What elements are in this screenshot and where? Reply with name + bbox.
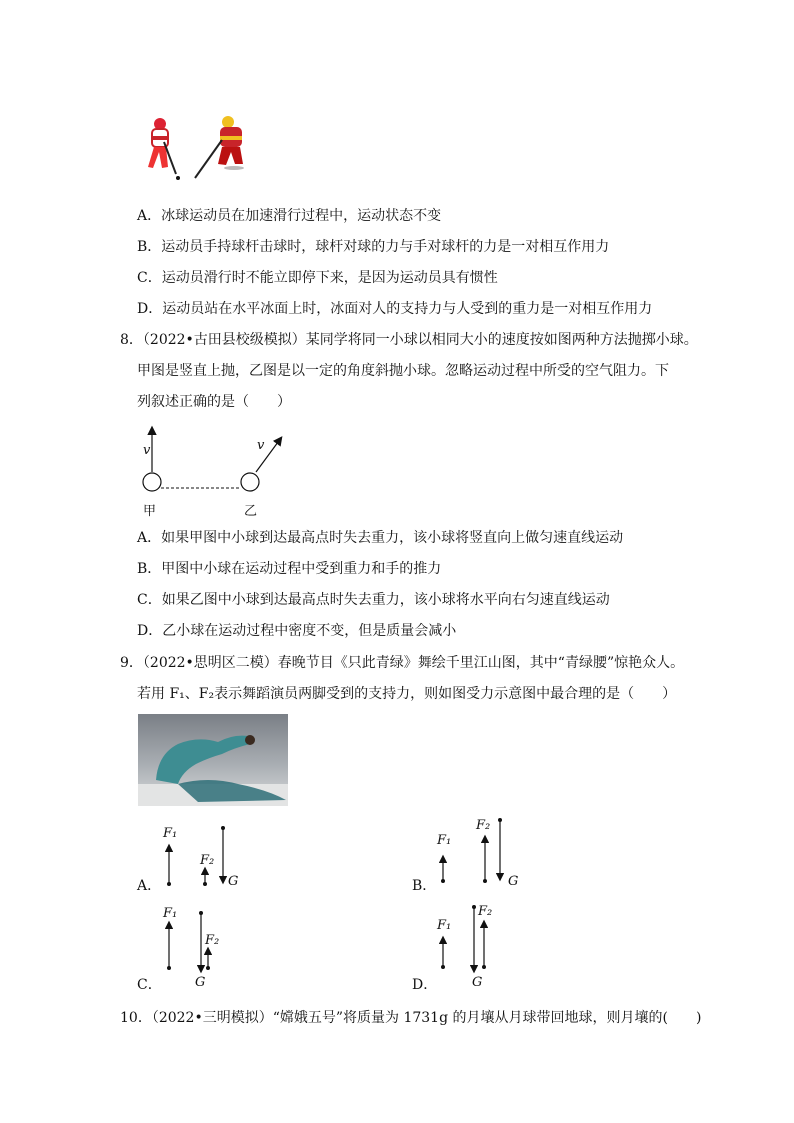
q10-stem-line1: 10．（2022•三明模拟）“嫦娥五号”将质量为 1731g 的月壤从月球带回地球，则月壤的( ) [120,1010,702,1026]
q7-option-b: B．运动员手持球杆击球时，球杆对球的力与手对球杆的力是一对相互作用力 [137,239,610,255]
q9-choice-d-f2: F₂ [478,904,493,919]
q7-option-d: D．运动员站在水平冰面上时，冰面对人的支持力与人受到的重力是一对相互作用力 [137,301,653,317]
q9-choice-b-letter: B． [412,878,437,894]
q8-velocity-label-right: v [257,438,265,453]
q9-choice-a-letter: A． [137,878,162,894]
q8-option-c: C．如果乙图中小球到达最高点时失去重力，该小球将水平向右匀速直线运动 [137,592,610,608]
q8-stem-line2: 甲图是竖直上抛，乙图是以一定的角度斜抛小球。忽略运动过程中所受的空气阻力。下 [137,363,669,379]
q8-velocity-label-left: v [143,443,151,458]
ball-right [241,473,259,491]
q9-choice-b-diagram [434,815,514,890]
q9-choice-a-f2: F₂ [200,853,215,868]
q9-choice-c-f1: F₁ [163,906,178,921]
q9-stem-line2: 若用 F₁、F₂表示舞蹈演员两脚受到的支持力，则如图受力示意图中最合理的是（ ） [137,686,677,702]
q9-stem-line1: 9．（2022•思明区二模）春晚节目《只此青绿》舞绘千里江山图，其中“青绿腰”惊艳众人。 [120,655,685,671]
q7-option-c: C．运动员滑行时不能立即停下来，是因为运动员具有惯性 [137,270,498,286]
q8-option-b: B．甲图中小球在运动过程中受到重力和手的推力 [137,561,442,577]
q7-option-a: A．冰球运动员在加速滑行过程中，运动状态不变 [137,208,442,224]
q9-choice-b-f2: F₂ [476,818,491,833]
q9-choice-c-g: G [195,975,206,990]
hockey-player-right [195,116,244,178]
ball-left [143,473,161,491]
q8-stem-line3: 列叙述正确的是（ ） [137,394,291,410]
q9-choice-b-g: G [508,874,519,889]
hockey-player-left [148,118,180,180]
q9-choice-c-letter: C． [137,977,162,993]
q8-stem-line1: 8．（2022•古田县校级模拟）某同学将同一小球以相同大小的速度按如图两种方法抛掷小球。 [120,332,698,348]
q9-choice-a-g: G [228,874,239,889]
q8-option-d: D．乙小球在运动过程中密度不变，但是质量会减小 [137,623,457,639]
q8-option-a: A．如果甲图中小球到达最高点时失去重力，该小球将竖直向上做匀速直线运动 [137,530,624,546]
dancer-photo [138,714,288,806]
q8-label-jia: 甲 [143,504,157,519]
q9-choice-d-diagram [434,900,514,975]
q8-label-yi: 乙 [244,504,258,519]
q8-figure [138,420,298,500]
q9-choice-d-f1: F₁ [437,918,452,933]
q9-choice-b-f1: F₁ [437,833,452,848]
hockey-players-image [138,112,268,184]
q9-choice-c-f2: F₂ [205,933,220,948]
q9-choice-a-f1: F₁ [163,826,178,841]
q9-choice-d-g: G [472,975,483,990]
q9-choice-d-letter: D． [412,977,438,993]
